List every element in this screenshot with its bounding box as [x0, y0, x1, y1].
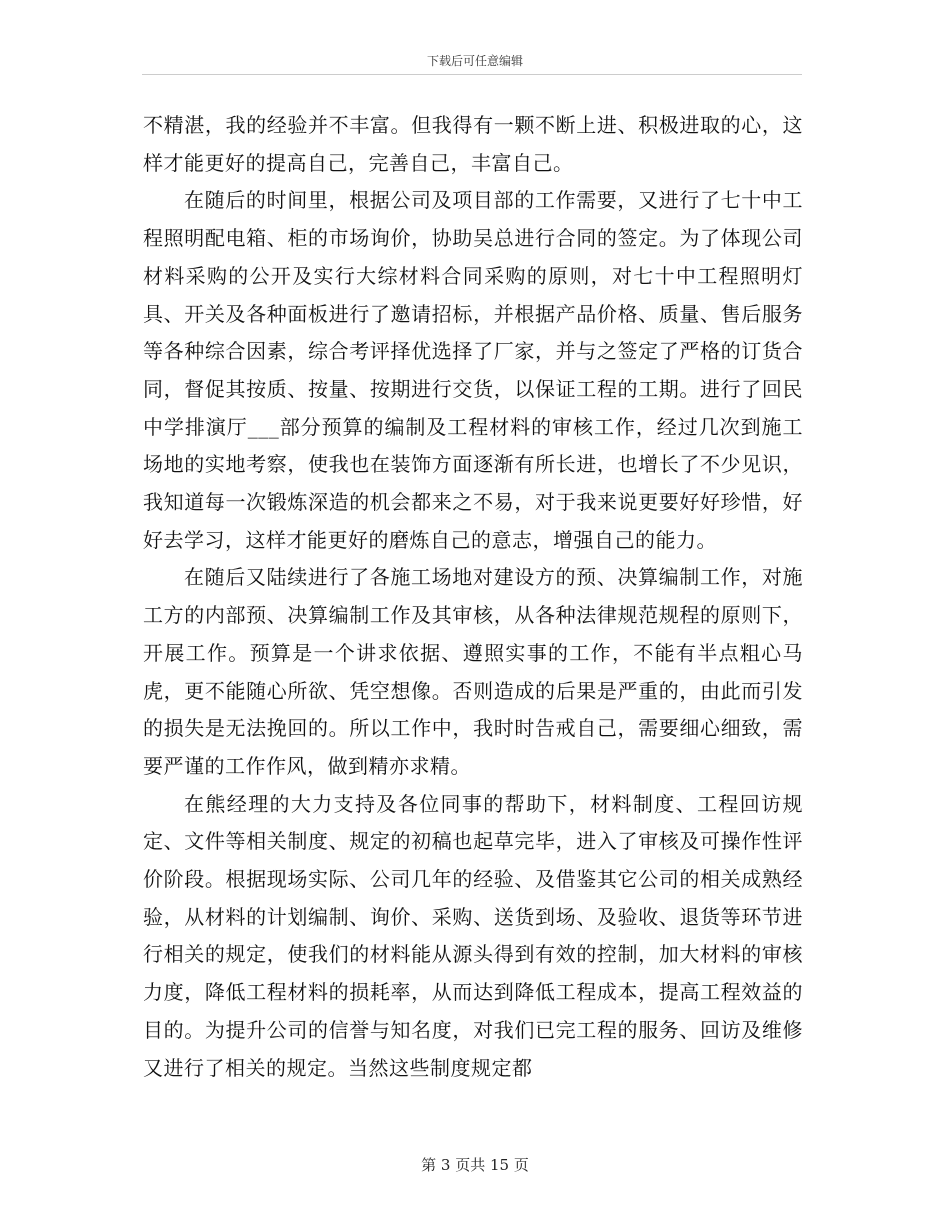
document-body: [143, 107, 803, 1087]
paragraph-4: 在熊经理的大力支持及各位同事的帮助下，材料制度、工程回访规定、文件等相关制度、规定的初稿也起草完毕，进入了审核及可操作性评价阶段。根据现场实际、公司几年的经验、及借鉴其它公司的相关成熟经验，从材料的计划编制、询价、采购、送货到场、及验收、退货等环节进行相关的规定，使我们的材料能从源头得到有效的控制，加大材料的审核力度，降低工程材料的损耗率，从而达到降低工程成本，提高工程效益的目的。为提升公司的信誉与知名度，对我们已完工程的服务、回访及维修又进行了相关的规定。当然这些制度规定都: [143, 791, 803, 1080]
paragraph-3: 在随后又陆续进行了各施工场地对建设方的预、决算编制工作，对施工方的内部预、决算编制工作及其审核，从各种法律规范规程的原则下，开展工作。预算是一个讲求依据、遵照实事的工作，不能有半点粗心马虎，更不能随心所欲、凭空想像。否则造成的后果是严重的，由此而引发的损失是无法挽回的。所以工作中，我时时告戒自己，需要细心细致，需要严谨的工作作风，做到精亦求精。: [143, 565, 803, 778]
page-number: 第 3 页共 15 页: [421, 1156, 529, 1174]
paragraph-1: 不精湛，我的经验并不丰富。但我得有一颗不断上进、积极进取的心，这样才能更好的提高自己，完善自己，丰富自己。: [143, 113, 803, 175]
page-header: 下载后可任意编辑: [426, 54, 523, 68]
header-divider: [142, 74, 802, 75]
paragraph-2: 在随后的时间里，根据公司及项目部的工作需要，又进行了七十中工程照明配电箱、柜的市场询价，协助吴总进行合同的签定。为了体现公司材料采购的公开及实行大综材料合同采购的原则，对七十中工程照明灯具、开关及各种面板进行了邀请招标，并根据产品价格、质量、售后服务等各种综合因素，综合考评择优选择了厂家，并与之签定了严格的订货合同，督促其按质、按量、按期进行交货，以保证工程的工期。进行了回民中学排演厅___部分预算的编制及工程材料的审核工作，经过几次到施工场地的实地考察，使我也在装饰方面逐渐有所长进，也增长了不少见识，我知道每一次锻炼深造的机会都来之不易，对于我来说更要好好珍惜，好好去学习，这样才能更好的磨炼自己的意志，增强自己的能力。: [143, 188, 803, 552]
